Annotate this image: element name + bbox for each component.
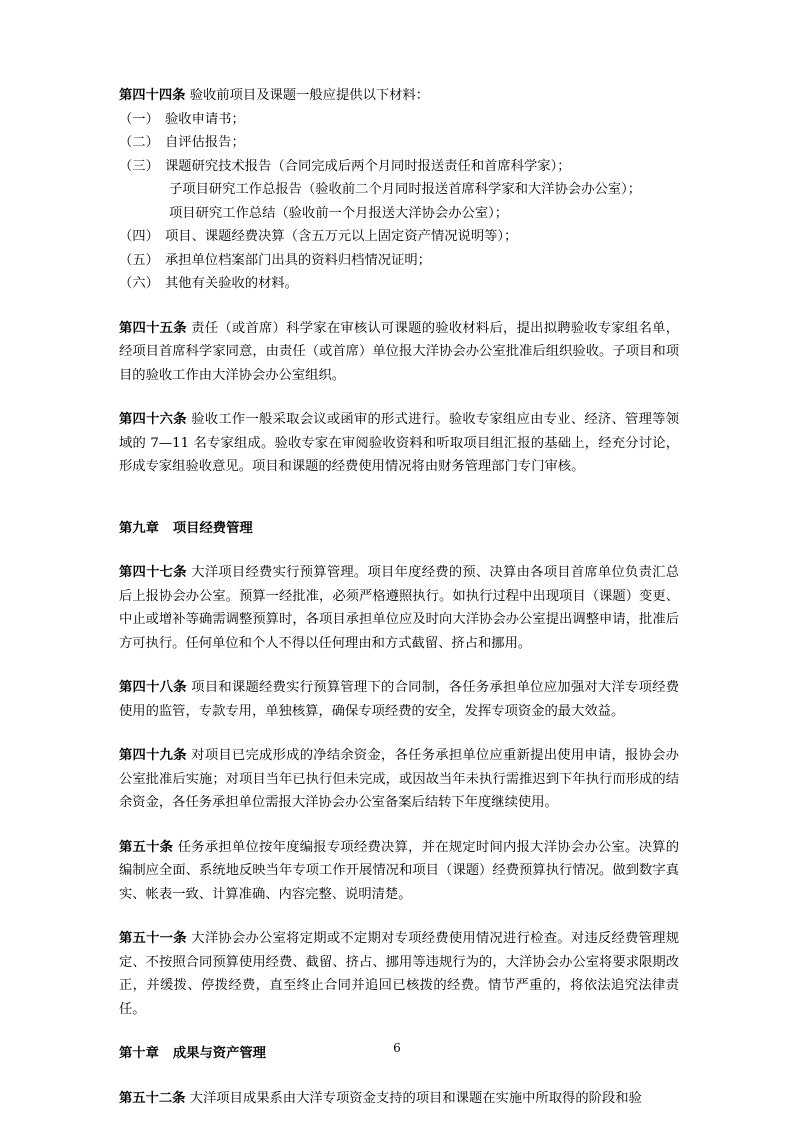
list-subitem: 项目研究工作总结（验收前一个月报送大洋协会办公室）； xyxy=(169,205,509,221)
list-item: （四） 项目、课题经费决算（含五万元以上固定资产情况说明等）； xyxy=(119,229,518,244)
article-48: 第四十八条 项目和课题经费实行预算管理下的合同制，各任务承担单位应加强对大洋专项经费使用的监管，专款专用，单独核算，确保专项经费的安全，发挥专项资金的最大效益。 xyxy=(119,680,679,719)
list-item: （六） 其他有关验收的材料。 xyxy=(119,276,298,291)
article-text: 验收前项目及课题一般应提供以下材料： xyxy=(185,88,430,103)
article-51: 第五十一条 大洋协会办公室将定期或不定期对专项经费使用情况进行检查。对违反经费管理规定、不按照合同预算使用经费、截留、挤占、挪用等违规行为的，大洋协会办公室将要求限期改正，并缓拨、停拨经费，直至终止合同并追回已核拨的经费。情节严重的，将依法追究法律责任。 xyxy=(119,931,679,1017)
document-body xyxy=(119,84,679,1110)
article-50: 第五十条 任务承担单位按年度编报专项经费决算，并在规定时间内报大洋协会办公室。决算的编制应全面、系统地反映当年专项工作开展情况和项目（课题）经费预算执行情况。做到数字真实、帐表一致、计算准确、内容完整、说明清楚。 xyxy=(119,839,680,902)
page-number: 6 xyxy=(393,1041,401,1055)
chapter-heading: 第十章 成果与资产管理 xyxy=(119,1046,266,1061)
list-item: （一） 验收申请书； xyxy=(119,111,245,127)
article-45: 第四十五条 责任（或首席）科学家在审核认可课题的验收材料后，提出拟聘验收专家组名单，经项目首席科学家同意，由责任（或首席）单位报大洋协会办公室批准后组织验收。子项目和项目的验收工作由大洋协会办公室组织。 xyxy=(119,320,679,383)
list-item: （三） 课题研究技术报告（合同完成后两个月同时报送责任和首席科学家）； xyxy=(119,158,571,174)
list-subitem: 子项目研究工作总报告（验收前二个月同时报送首席科学家和大洋协会办公室）； xyxy=(169,182,642,197)
list-item: （二） 自评估报告； xyxy=(119,135,245,150)
article-46: 第四十六条 验收工作一般采取会议或函审的形式进行。验收专家组应由专业、经济、管理等领域的 7—11 名专家组成。验收专家在审阅验收资料和听取项目组汇报的基础上，经充分讨论，形成专家组验收意见。项目和课题的经费使用情况将由财务管理部门专门审核。 xyxy=(119,412,679,474)
article-47: 第四十七条 大洋项目经费实行预算管理。项目年度经费的预、决算由各项目首席单位负责汇总后上报协会办公室。预算一经批准，必须严格遵照执行。如执行过程中出现项目（课题）变更、中止或增补等确需调整预算时，各项目承担单位应及时向大洋协会办公室提出调整申请，批准后方可执行。任何单位和个人不得以任何理由和方式截留、挤占和挪用。 xyxy=(119,565,679,651)
article-44 xyxy=(119,84,679,296)
list-item: （五） 承担单位档案部门出具的资料归档情况证明； xyxy=(119,252,431,268)
chapter-heading: 第九章 项目经费管理 xyxy=(119,520,253,536)
article-52: 第五十二条 大洋项目成果系由大洋专项资金支持的项目和课题在实施中所取得的阶段和验 xyxy=(119,1090,642,1106)
article-title: 第四十四条 xyxy=(119,88,186,103)
article-49: 第四十九条 对项目已完成形成的净结余资金，各任务承担单位应重新提出使用申请，报协会办公室批准后实施；对项目当年已执行但未完成，或因故当年未执行需推迟到下年执行而形成的结余资金，各任务承担单位需报大洋协会办公室备案后结转下年度继续使用。 xyxy=(119,748,679,810)
